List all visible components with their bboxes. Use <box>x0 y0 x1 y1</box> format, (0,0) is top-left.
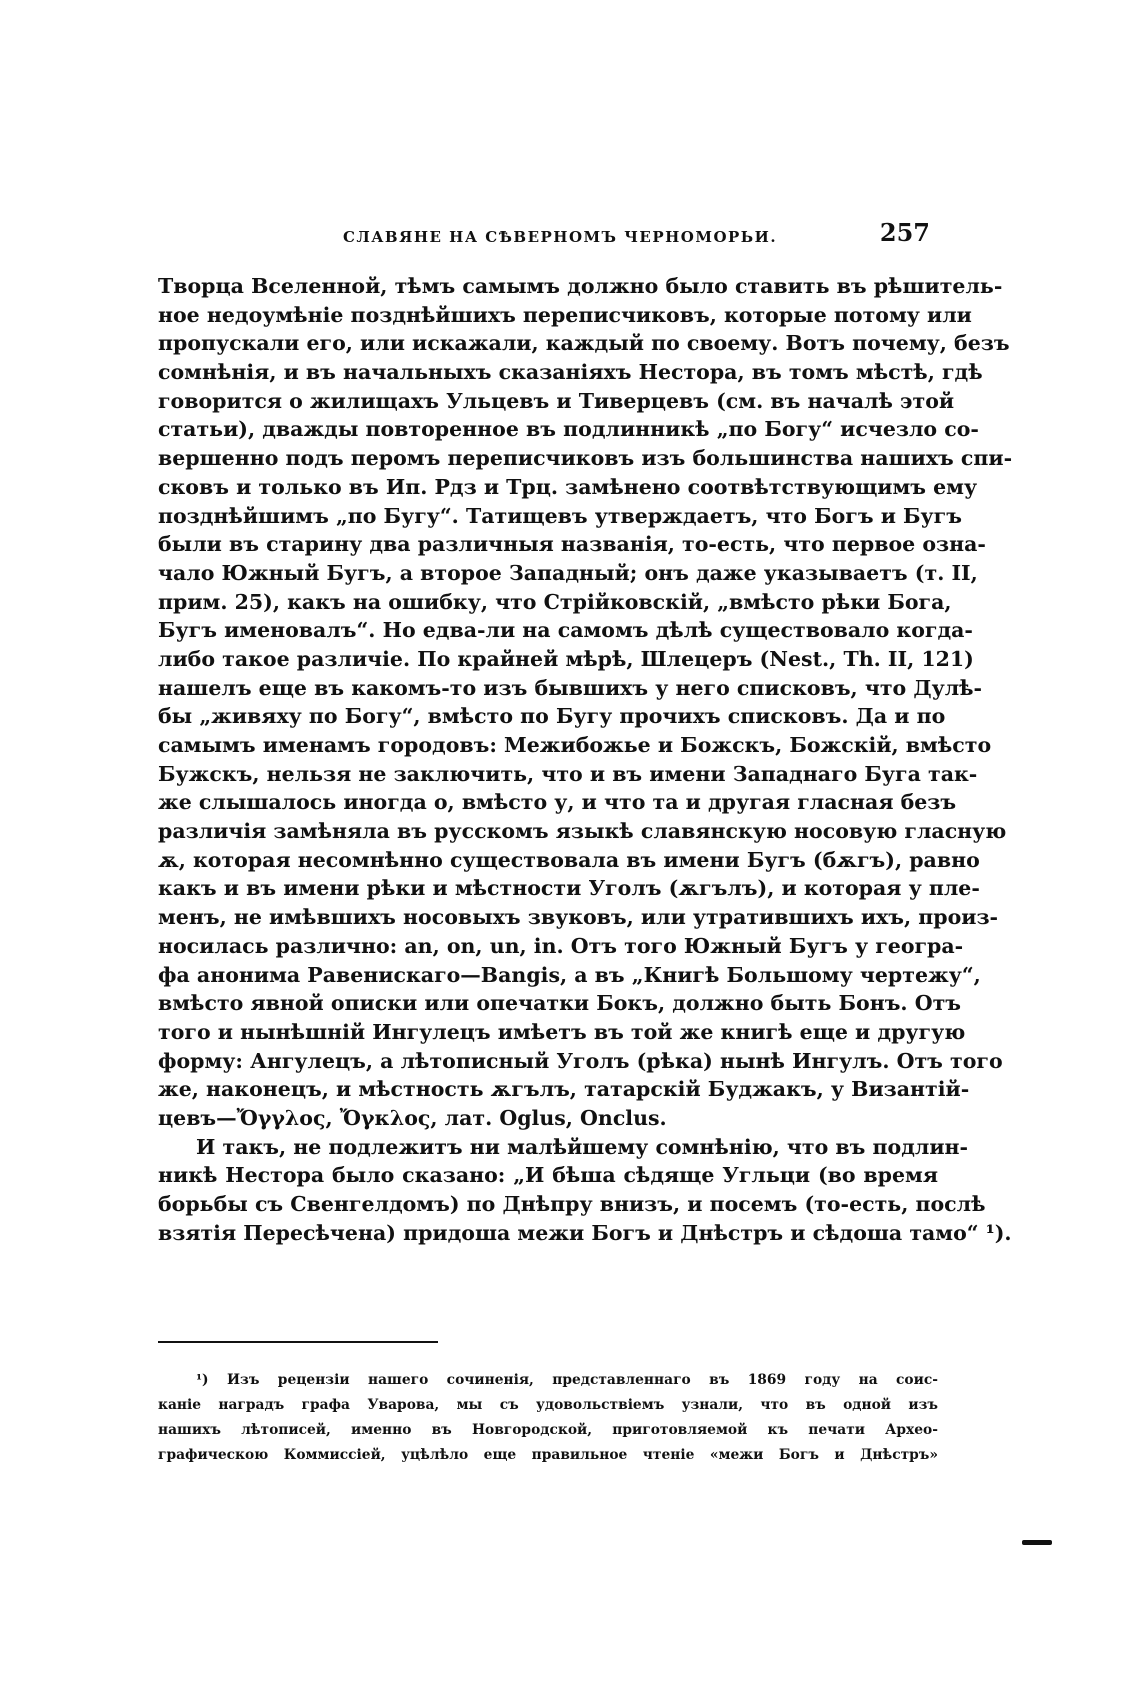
text-line: носилась различно: an, on, un, in. Отъ того Южный Бугъ у геогра- <box>158 933 964 958</box>
text-line: того и нынѣшній Ингулецъ имѣетъ въ той же книгѣ еще и другую <box>158 1019 966 1044</box>
footnote-line: ¹) Изъ рецензіи нашего сочиненія, представленнаго въ 1869 году на соис- <box>196 1372 938 1388</box>
text-line: Творца Вселенной, тѣмъ самымъ должно было ставить въ рѣшитель- <box>158 274 1003 298</box>
text-line: фа анонима Равенискаго—Bangis, а въ „Книгѣ Большому чертежу“, <box>158 962 981 987</box>
text-line: прим. 25), какъ на ошибку, что Стрійковскій, „вмѣсто рѣки Бога, <box>158 589 952 614</box>
text-line: различія замѣняла въ русскомъ языкѣ славянскую носовую гласную <box>158 819 1007 844</box>
text-line: никѣ Нестора было сказано: „И бѣша сѣдяще Угльци (во время <box>158 1163 938 1188</box>
text-line: чало Южный Бугъ, а второе Западный; онъ даже указываетъ (т. II, <box>158 560 978 585</box>
text-line: сомнѣнія, и въ начальныхъ сказаніяхъ Нестора, въ томъ мѣстѣ, гдѣ <box>158 360 983 385</box>
running-head <box>158 218 938 258</box>
text-line: Бугъ именовалъ“. Но едва-ли на самомъ дѣлѣ существовало когда- <box>158 618 973 643</box>
text-line: ное недоумѣніе позднѣйшихъ переписчиковъ, которые потому или <box>158 302 972 327</box>
footnote-separator <box>158 1341 438 1343</box>
text-line: сковъ и только въ Ип. Рдз и Трц. замѣнено соотвѣтствующимъ ему <box>158 474 978 499</box>
footnote-line: графическою Коммиссіей, уцѣлѣло еще правильное чтеніе «межи Богъ и Днѣстръ» <box>158 1447 938 1463</box>
text-line: же, наконецъ, и мѣстность ѫгълъ, татарскій Буджакъ, у Византій- <box>158 1077 970 1102</box>
text-line: вмѣсто явной описки или опечатки Бокъ, должно быть Бонъ. Отъ <box>158 991 961 1016</box>
text-line: самымъ именамъ городовъ: Межибожье и Божскъ, Божскій, вмѣсто <box>158 733 992 757</box>
text-line: какъ и въ имени рѣки и мѣстности Уголъ (ѫгълъ), и которая у пле- <box>158 876 980 901</box>
text-line: были въ старину два различныя названія, то-есть, что первое озна- <box>158 532 986 557</box>
paragraph-start-line: И такъ, не подлежитъ ни малѣйшему сомнѣнію, что въ подлин- <box>196 1134 969 1159</box>
text-line: вершенно подъ перомъ переписчиковъ изъ большинства нашихъ спи- <box>158 446 1013 471</box>
text-line: же слышалось иногда о, вмѣсто у, и что та и другая гласная безъ <box>158 790 957 815</box>
text-line: менъ, не имѣвшихъ носовыхъ звуковъ, или утратившихъ ихъ, произ- <box>158 905 999 930</box>
text-line: цевъ—Ὄγγλος, Ὄγκλος, лат. Oglus, Onclus. <box>158 1105 667 1130</box>
scan-mark <box>1022 1540 1052 1545</box>
text-line: борьбы съ Свенгелдомъ) по Днѣпру внизъ, и посемъ (то-есть, послѣ <box>158 1192 986 1216</box>
text-line: пропускали его, или искажали, каждый по своему. Вотъ почему, безъ <box>158 331 1010 356</box>
main-text <box>158 272 1013 1247</box>
text-line: ѫ, которая несомнѣнно существовала въ имени Бугъ (бѫгъ), равно <box>158 847 980 872</box>
text-line: форму: Ангулецъ, а лѣтописный Уголъ (рѣка) нынѣ Ингулъ. Отъ того <box>158 1048 1003 1073</box>
text-line: позднѣйшимъ „по Бугу“. Татищевъ утверждаетъ, что Богъ и Бугъ <box>158 503 962 528</box>
text-line: статьи), дважды повторенное въ подлинникѣ „по Богу“ исчезло со- <box>158 417 979 442</box>
text-line: бы „живяху по Богу“, вмѣсто по Бугу прочихъ списковъ. Да и по <box>158 704 946 729</box>
page-number: 257 <box>879 218 930 247</box>
text-line: взятія Пересѣчена) придоша межи Богъ и Днѣстръ и сѣдоша тамо“ ¹). <box>158 1220 1012 1245</box>
text-line: Бужскъ, нельзя не заключить, что и въ имени Западнаго Буга так- <box>158 761 978 786</box>
text-line: говорится о жилищахъ Ульцевъ и Тиверцевъ (см. въ началѣ этой <box>158 388 955 413</box>
running-title: СЛАВЯНЕ НА СѢВЕРНОМЪ ЧЕРНОМОРЬИ. <box>343 228 778 246</box>
footnote-line: каніе наградъ графа Уварова, мы съ удовольствіемъ узнали, что въ одной изъ <box>158 1397 938 1413</box>
footnote <box>158 1368 938 1468</box>
footnote-line: нашихъ лѣтописей, именно въ Новгородской, приготовляемой къ печати Археo- <box>158 1422 938 1438</box>
text-line: либо такое различіе. По крайней мѣрѣ, Шлецеръ (Nest., Th. II, 121) <box>158 646 974 671</box>
text-line: нашелъ еще въ какомъ-то изъ бывшихъ у него списковъ, что Дулѣ- <box>158 675 983 700</box>
